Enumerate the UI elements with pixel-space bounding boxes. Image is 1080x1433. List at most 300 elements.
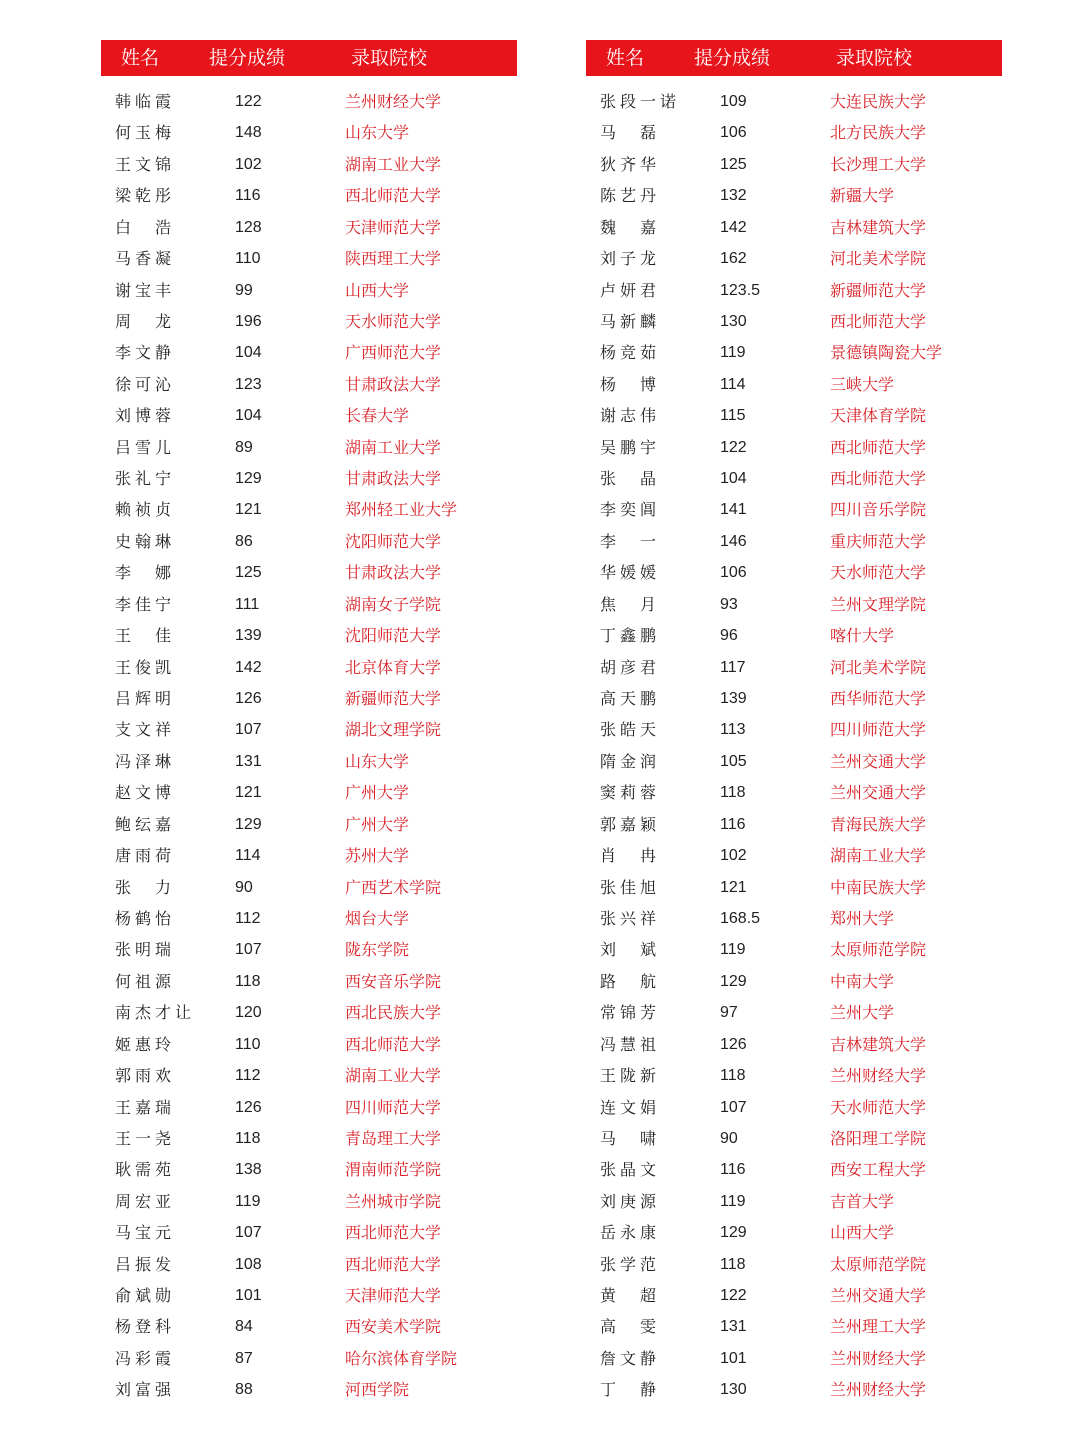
student-name: 刘富强	[115, 1380, 176, 1400]
student-name: 高天鹏	[600, 689, 661, 709]
score-value: 132	[720, 187, 747, 205]
score-value: 120	[235, 1004, 262, 1022]
school-name: 天水师范大学	[345, 311, 442, 331]
school-name: 陇东学院	[345, 940, 410, 960]
student-name: 李奕阊	[600, 500, 661, 520]
score-value: 90	[720, 1129, 738, 1147]
school-name: 四川师范大学	[345, 1097, 442, 1117]
student-name: 张礼宁	[115, 469, 176, 489]
student-name: 郭雨欢	[115, 1066, 176, 1086]
table-row	[101, 1374, 517, 1405]
student-name: 魏 嘉	[600, 217, 661, 237]
school-name: 天津体育学院	[830, 406, 927, 426]
score-value: 139	[235, 627, 262, 645]
score-value: 118	[720, 784, 746, 802]
student-name: 刘子龙	[600, 249, 661, 269]
score-value: 106	[720, 564, 747, 582]
student-name: 张兴祥	[600, 908, 661, 928]
student-name: 高 雯	[600, 1317, 661, 1337]
score-value: 129	[720, 972, 747, 990]
student-name: 王 佳	[115, 626, 176, 646]
table-row	[101, 620, 517, 651]
table-row	[586, 1217, 1002, 1248]
table-row	[101, 369, 517, 400]
table-body	[586, 86, 1002, 1406]
student-name: 吴鹏宇	[600, 437, 661, 457]
table-row	[586, 494, 1002, 525]
table-row	[586, 1249, 1002, 1280]
school-name: 湖南工业大学	[345, 437, 442, 457]
school-name: 郑州轻工业大学	[345, 500, 458, 520]
table-row	[586, 557, 1002, 588]
school-name: 西北师范大学	[830, 437, 927, 457]
student-name: 丁鑫鹏	[600, 626, 661, 646]
score-value: 128	[235, 218, 262, 236]
score-value: 112	[235, 1067, 261, 1085]
school-name: 山东大学	[345, 751, 410, 771]
school-name: 兰州交通大学	[830, 1286, 927, 1306]
table-row	[586, 872, 1002, 903]
table-row	[101, 683, 517, 714]
school-name: 中南大学	[830, 971, 895, 991]
score-value: 114	[720, 375, 746, 393]
table-row	[101, 337, 517, 368]
school-name: 吉首大学	[830, 1191, 895, 1211]
score-value: 141	[720, 501, 747, 519]
score-value: 125	[720, 155, 747, 173]
school-name: 西北师范大学	[345, 186, 442, 206]
score-value: 146	[720, 532, 747, 550]
student-name: 张 力	[115, 877, 176, 897]
student-name: 刘庚源	[600, 1191, 661, 1211]
table-row	[586, 369, 1002, 400]
score-value: 129	[235, 815, 262, 833]
school-name: 兰州财经大学	[345, 92, 442, 111]
table-row	[586, 652, 1002, 683]
student-name: 常锦芳	[600, 1003, 661, 1023]
student-name: 韩临霞	[115, 92, 176, 111]
table-row	[101, 1186, 517, 1217]
student-name: 狄齐华	[600, 154, 661, 174]
table-row	[101, 1092, 517, 1123]
score-value: 104	[235, 407, 262, 425]
score-value: 107	[235, 1224, 262, 1242]
table-row	[586, 1343, 1002, 1374]
student-name: 史翰琳	[115, 531, 176, 551]
score-value: 116	[720, 1161, 746, 1179]
school-name: 郑州大学	[830, 908, 895, 928]
school-name: 兰州财经大学	[830, 1348, 927, 1368]
student-name: 马新麟	[600, 311, 661, 331]
table-row	[586, 1092, 1002, 1123]
student-name: 冯慧祖	[600, 1034, 661, 1054]
score-value: 162	[720, 250, 747, 268]
score-value: 130	[720, 312, 747, 330]
student-name: 李 一	[600, 531, 661, 551]
student-name: 王一尧	[115, 1128, 176, 1148]
table-row	[586, 589, 1002, 620]
score-value: 102	[720, 847, 747, 865]
score-value: 87	[235, 1349, 253, 1367]
student-name: 卢妍君	[600, 280, 661, 300]
score-value: 196	[235, 312, 262, 330]
student-name: 张晶文	[600, 1160, 661, 1180]
score-value: 110	[235, 1035, 261, 1053]
school-name: 苏州大学	[345, 846, 410, 866]
table-row	[586, 840, 1002, 871]
student-name: 张 晶	[600, 469, 661, 489]
score-value: 117	[720, 658, 746, 676]
school-name: 太原师范学院	[830, 940, 927, 960]
table-row	[586, 337, 1002, 368]
score-value: 110	[235, 250, 261, 268]
table-row	[586, 1311, 1002, 1342]
header-name: 姓名	[121, 47, 160, 69]
student-name: 王陇新	[600, 1066, 661, 1086]
table-row	[586, 1280, 1002, 1311]
school-name: 长沙理工大学	[830, 154, 927, 174]
school-name: 洛阳理工学院	[830, 1128, 927, 1148]
school-name: 三峡大学	[830, 374, 895, 394]
table-header	[101, 40, 517, 76]
table-row	[586, 1374, 1002, 1405]
school-name: 西北民族大学	[345, 1003, 442, 1023]
table-row	[101, 652, 517, 683]
score-value: 122	[235, 93, 262, 110]
school-name: 西北师范大学	[345, 1223, 442, 1243]
table-row	[101, 714, 517, 745]
score-value: 168.5	[720, 909, 761, 927]
student-name: 梁乾彤	[115, 186, 176, 206]
school-name: 山西大学	[830, 1223, 895, 1243]
score-value: 104	[720, 470, 747, 488]
student-name: 支文祥	[115, 720, 176, 740]
student-name: 窦莉蓉	[600, 783, 661, 803]
student-name: 谢志伟	[600, 406, 661, 426]
table-row	[101, 1123, 517, 1154]
school-name: 兰州大学	[830, 1003, 895, 1023]
table-row	[101, 777, 517, 808]
score-value: 121	[235, 784, 262, 802]
table-row	[101, 934, 517, 965]
school-name: 沈阳师范大学	[345, 531, 442, 551]
table-row	[101, 526, 517, 557]
table-row	[586, 714, 1002, 745]
school-name: 沈阳师范大学	[345, 626, 442, 646]
table-row	[101, 557, 517, 588]
score-value: 119	[720, 344, 746, 362]
student-name: 郭嘉颖	[600, 814, 661, 834]
student-name: 吕雪儿	[115, 437, 176, 457]
student-name: 俞斌勋	[115, 1286, 176, 1306]
table-row	[101, 872, 517, 903]
school-name: 西北师范大学	[830, 469, 927, 489]
student-name: 刘 斌	[600, 940, 661, 960]
table-row	[586, 1123, 1002, 1154]
student-name: 张皓天	[600, 720, 661, 740]
school-name: 四川音乐学院	[830, 500, 927, 520]
score-value: 84	[235, 1318, 253, 1336]
score-value: 121	[720, 878, 747, 896]
school-name: 甘肃政法大学	[345, 469, 442, 489]
score-value: 131	[720, 1318, 747, 1336]
school-name: 兰州交通大学	[830, 751, 927, 771]
school-name: 长春大学	[345, 406, 410, 426]
score-value: 129	[720, 1224, 747, 1242]
school-name: 北方民族大学	[830, 123, 927, 143]
table-row	[101, 212, 517, 243]
score-value: 116	[720, 815, 746, 833]
table-row	[586, 620, 1002, 651]
school-name: 渭南师范学院	[345, 1160, 442, 1180]
student-name: 张佳旭	[600, 877, 661, 897]
student-name: 肖 冉	[600, 846, 661, 866]
student-name: 华媛媛	[600, 563, 661, 583]
table-row	[101, 463, 517, 494]
school-name: 天水师范大学	[830, 563, 927, 583]
table-row	[586, 746, 1002, 777]
student-name: 冯泽琳	[115, 751, 176, 771]
score-value: 102	[235, 155, 262, 173]
table-row	[586, 1154, 1002, 1185]
school-name: 烟台大学	[345, 908, 410, 928]
student-name: 王嘉瑞	[115, 1097, 176, 1117]
score-value: 113	[720, 721, 746, 739]
table-row	[586, 149, 1002, 180]
table-row	[586, 243, 1002, 274]
score-value: 107	[235, 941, 262, 959]
table-row	[586, 1029, 1002, 1060]
table-row	[586, 1060, 1002, 1091]
student-name: 马 啸	[600, 1128, 661, 1148]
score-value: 97	[720, 1004, 738, 1022]
table-row	[101, 966, 517, 997]
table-row	[101, 589, 517, 620]
school-name: 广西艺术学院	[345, 877, 442, 897]
school-name: 湖北文理学院	[345, 720, 442, 740]
score-value: 101	[720, 1349, 747, 1367]
table-row	[101, 1311, 517, 1342]
table-row	[586, 903, 1002, 934]
school-name: 天津师范大学	[345, 1286, 442, 1306]
student-name: 路 航	[600, 971, 661, 991]
student-name: 吕振发	[115, 1254, 176, 1274]
student-name: 南杰才让	[115, 1003, 196, 1023]
score-value: 121	[235, 501, 262, 519]
score-value: 142	[235, 658, 262, 676]
score-value: 99	[235, 281, 253, 299]
score-value: 118	[235, 1129, 261, 1147]
score-value: 122	[720, 438, 747, 456]
student-name: 冯彩霞	[115, 1348, 176, 1368]
score-value: 118	[235, 972, 261, 990]
school-name: 天津师范大学	[345, 217, 442, 237]
table-row	[101, 809, 517, 840]
school-name: 甘肃政法大学	[345, 374, 442, 394]
table-row	[586, 306, 1002, 337]
table-row	[586, 966, 1002, 997]
score-value: 114	[235, 847, 261, 865]
header-score: 提分成绩	[209, 47, 286, 69]
school-name: 哈尔滨体育学院	[345, 1348, 458, 1368]
table-row	[101, 149, 517, 180]
school-name: 河北美术学院	[830, 249, 927, 269]
student-name: 李佳宁	[115, 594, 176, 614]
score-value: 118	[720, 1067, 746, 1085]
header-name: 姓名	[606, 47, 645, 69]
school-name: 新疆大学	[830, 186, 895, 206]
header-score: 提分成绩	[694, 47, 771, 69]
score-value: 106	[720, 124, 747, 142]
student-name: 王俊凯	[115, 657, 176, 677]
student-name: 李文静	[115, 343, 176, 363]
school-name: 西安工程大学	[830, 1160, 927, 1180]
score-value: 101	[235, 1287, 262, 1305]
score-value: 105	[720, 752, 747, 770]
table-row	[101, 903, 517, 934]
score-value: 89	[235, 438, 253, 456]
header-school: 录取院校	[351, 47, 428, 69]
score-value: 123	[235, 375, 262, 393]
score-value: 119	[720, 1192, 746, 1210]
school-name: 大连民族大学	[830, 92, 927, 111]
score-value: 119	[720, 941, 746, 959]
student-name: 谢宝丰	[115, 280, 176, 300]
student-name: 周宏亚	[115, 1191, 176, 1211]
score-value: 123.5	[720, 281, 761, 299]
table-row	[586, 212, 1002, 243]
school-name: 兰州文理学院	[830, 594, 927, 614]
table-row	[101, 1154, 517, 1185]
score-value: 111	[235, 595, 260, 613]
table-row	[101, 1060, 517, 1091]
student-name: 白 浩	[115, 217, 176, 237]
table-body	[101, 86, 517, 1406]
table-row	[586, 180, 1002, 211]
score-value: 142	[720, 218, 747, 236]
score-value: 138	[235, 1161, 262, 1179]
table-row	[586, 86, 1002, 117]
student-name: 耿需苑	[115, 1160, 176, 1180]
table-row	[101, 117, 517, 148]
table-row	[101, 432, 517, 463]
score-value: 130	[720, 1381, 747, 1399]
table-row	[101, 746, 517, 777]
score-value: 107	[235, 721, 262, 739]
score-value: 93	[720, 595, 738, 613]
student-name: 杨登科	[115, 1317, 176, 1337]
student-name: 姬惠玲	[115, 1034, 176, 1054]
score-value: 148	[235, 124, 262, 142]
table-row	[101, 400, 517, 431]
student-name: 胡彦君	[600, 657, 661, 677]
table-row	[586, 777, 1002, 808]
school-name: 湖南工业大学	[345, 154, 442, 174]
school-name: 新疆师范大学	[345, 689, 442, 709]
score-value: 125	[235, 564, 262, 582]
school-name: 湖南工业大学	[345, 1066, 442, 1086]
school-name: 兰州理工大学	[830, 1317, 927, 1337]
school-name: 吉林建筑大学	[830, 1034, 927, 1054]
score-value: 126	[720, 1035, 747, 1053]
table-row	[586, 526, 1002, 557]
score-value: 90	[235, 878, 253, 896]
school-name: 西北师范大学	[345, 1034, 442, 1054]
table-row	[101, 840, 517, 871]
table-row	[101, 1217, 517, 1248]
school-name: 青岛理工大学	[345, 1128, 442, 1148]
score-value: 119	[235, 1192, 261, 1210]
student-name: 刘博蓉	[115, 406, 176, 426]
table-row	[101, 1249, 517, 1280]
student-name: 李 娜	[115, 563, 176, 583]
score-value: 115	[720, 407, 746, 425]
school-name: 西北师范大学	[345, 1254, 442, 1274]
school-name: 兰州城市学院	[345, 1191, 442, 1211]
score-value: 126	[235, 1098, 262, 1116]
table-row	[586, 997, 1002, 1028]
score-value: 131	[235, 752, 262, 770]
student-name: 马宝元	[115, 1223, 176, 1243]
school-name: 陕西理工大学	[345, 249, 442, 269]
student-name: 张学范	[600, 1254, 661, 1274]
school-name: 西华师范大学	[830, 689, 927, 709]
table-row	[101, 1343, 517, 1374]
school-name: 甘肃政法大学	[345, 563, 442, 583]
school-name: 太原师范学院	[830, 1254, 927, 1274]
school-name: 中南民族大学	[830, 877, 927, 897]
table-row	[586, 432, 1002, 463]
student-name: 张段一诺	[600, 92, 681, 111]
score-value: 122	[720, 1287, 747, 1305]
table-row	[101, 494, 517, 525]
score-value: 108	[235, 1255, 262, 1273]
school-name: 广州大学	[345, 783, 410, 803]
score-value: 116	[235, 187, 261, 205]
student-name: 马香凝	[115, 249, 176, 269]
table-row	[101, 1029, 517, 1060]
student-name: 鲍纭嘉	[115, 814, 176, 834]
school-name: 西安音乐学院	[345, 971, 442, 991]
student-name: 隋金润	[600, 751, 661, 771]
table-row	[101, 275, 517, 306]
school-name: 兰州财经大学	[830, 1380, 927, 1400]
school-name: 北京体育大学	[345, 657, 442, 677]
student-name: 何祖源	[115, 971, 176, 991]
school-name: 景德镇陶瓷大学	[830, 343, 943, 363]
table-header	[586, 40, 1002, 76]
score-value: 126	[235, 690, 262, 708]
student-name: 赖祯贞	[115, 500, 176, 520]
table-row	[101, 180, 517, 211]
table-row	[101, 306, 517, 337]
table-row	[586, 809, 1002, 840]
table-row	[586, 934, 1002, 965]
school-name: 河西学院	[345, 1380, 410, 1400]
score-value: 139	[720, 690, 747, 708]
student-name: 连文娟	[600, 1097, 661, 1117]
score-value: 129	[235, 470, 262, 488]
school-name: 喀什大学	[830, 626, 895, 646]
student-name: 唐雨荷	[115, 846, 176, 866]
school-name: 天水师范大学	[830, 1097, 927, 1117]
table-row	[101, 997, 517, 1028]
header-school: 录取院校	[836, 47, 913, 69]
student-name: 周 龙	[115, 311, 176, 331]
school-name: 山西大学	[345, 280, 410, 300]
school-name: 山东大学	[345, 123, 410, 143]
school-name: 广州大学	[345, 814, 410, 834]
